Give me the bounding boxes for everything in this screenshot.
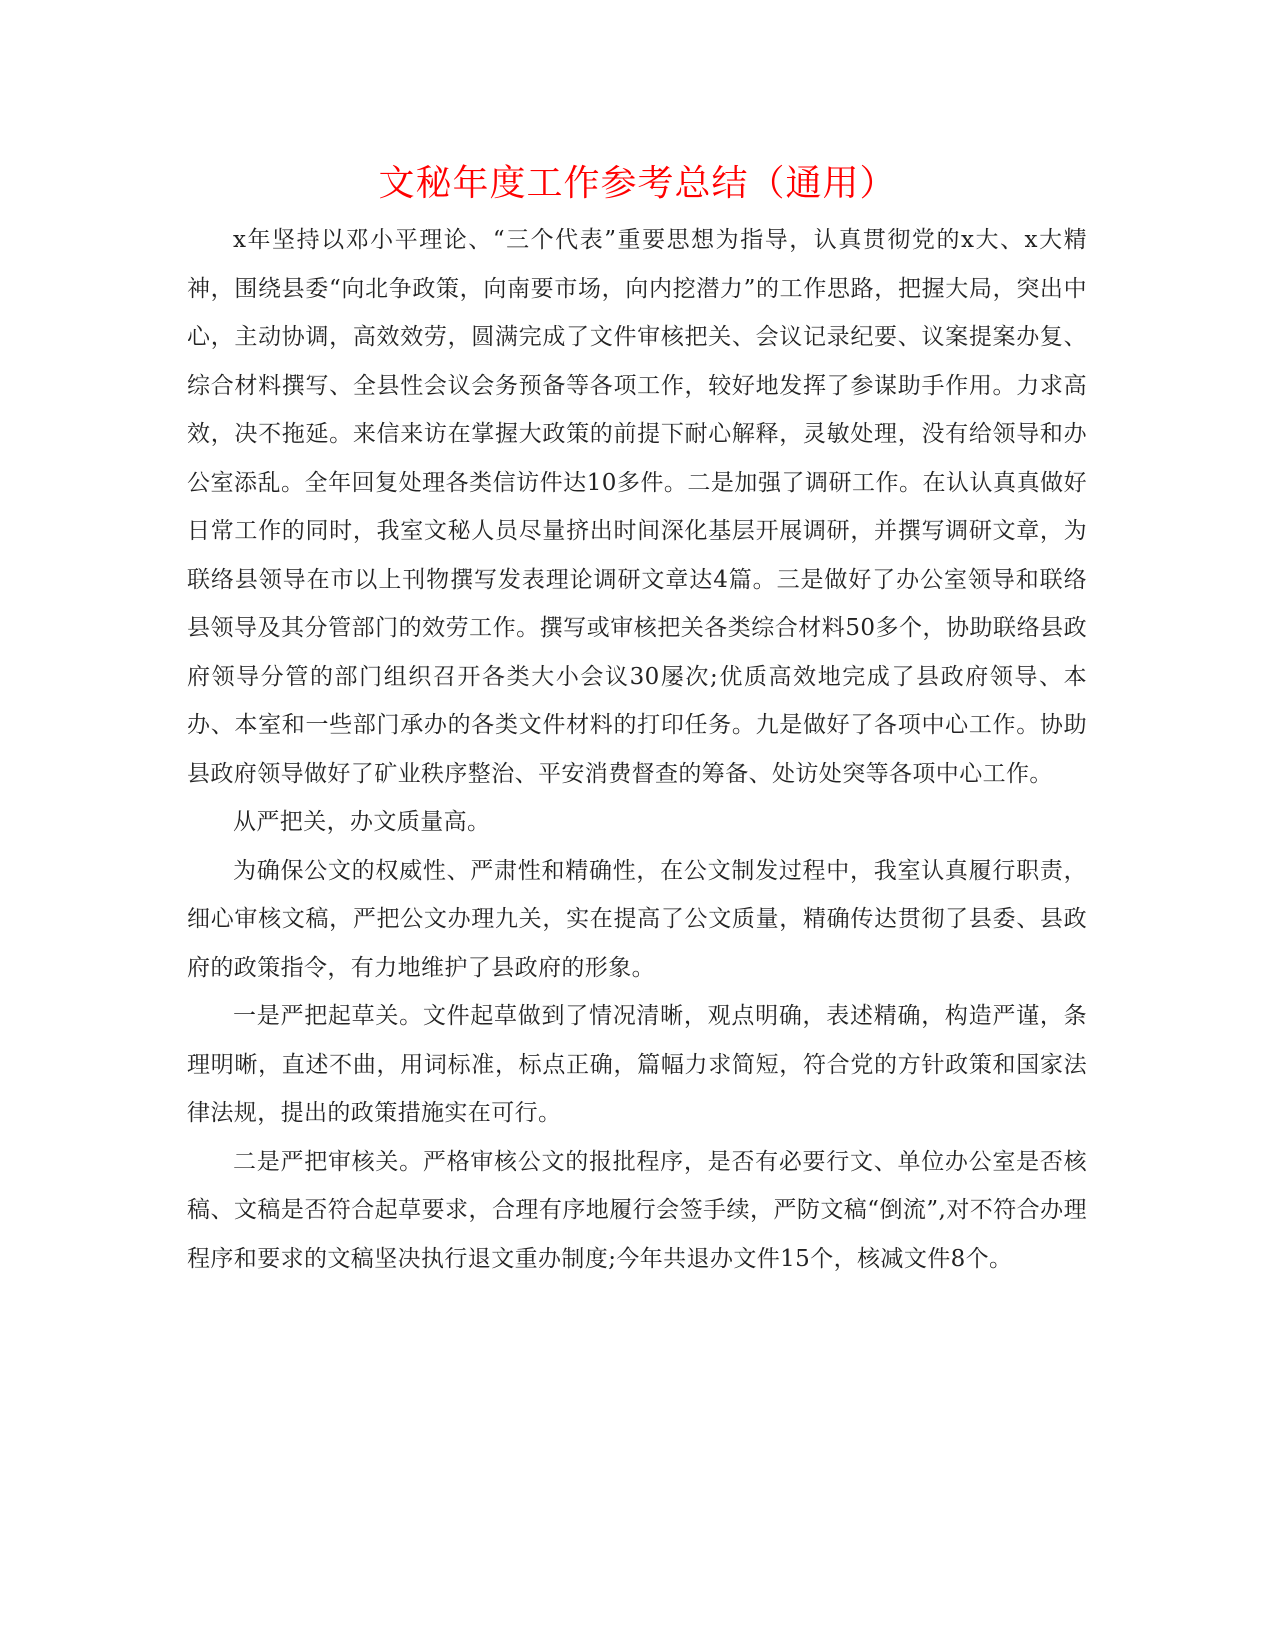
paragraph: 从严把关，办文质量高。 xyxy=(233,809,491,835)
paragraph: 为确保公文的权威性、严肃性和精确性，在公文制发过程中，我室认真履行职责，细心审核文稿，严把公文办理九关，实在提高了公文质量，精确传达贯彻了县委、县政府的政策指令，有力地维护了县政府的形象。 xyxy=(187,857,1087,981)
document-title: 文秘年度工作参考总结（通用） xyxy=(378,163,897,204)
paragraph: x年坚持以邓小平理论、“三个代表”重要思想为指导，认真贯彻党的x大、x大精神，围绕县委“向北争政策，向南要市场，向内挖潜力”的工作思路，把握大局，突出中心，主动协调，高效效劳，圆满完成了文件审核把关、会议记录纪要、议案提案办复、综合材料撰写、全县性会议会务预备等各项工作，较好地发挥了参谋助手作用。力求高效，决不拖延。来信来访在掌握大政策的前提下耐心解释，灵敏处理，没有给领导和办公室添乱。全年回复处理各类信访件达10多件。二是加强了调研工作。在认认真真做好日常工作的同时，我室文秘人员尽量挤出时间深化基层开展调研，并撰写调研文章，为联络县领导在市以上刊物撰写发表理论调研文章达4篇。三是做好了办公室领导和联络县领导及其分管部门的效劳工作。撰写或审核把关各类综合材料50多个，协助联络县政府领导分管的部门组织召开各类大小会议30屡次;优质高效地完成了县政府领导、本办、本室和一些部门承办的各类文件材料的打印任务。九是做好了各项中心工作。协助县政府领导做好了矿业秩序整治、平安消费督查的筹备、处访处突等各项中心工作。 xyxy=(187,227,1087,787)
paragraph: 二是严把审核关。严格审核公文的报批程序，是否有必要行文、单位办公室是否核稿、文稿是否符合起草要求，合理有序地履行会签手续，严防文稿“倒流”,对不符合办理程序和要求的文稿坚决执行退文重办制度;今年共退办文件15个，核减文件8个。 xyxy=(187,1148,1087,1272)
document-body xyxy=(187,216,1087,1283)
paragraph: 一是严把起草关。文件起草做到了情况清晰，观点明确，表述精确，构造严谨，条理明晰，直述不曲，用词标准，标点正确，篇幅力求简短，符合党的方针政策和国家法律法规，提出的政策措施实在可行。 xyxy=(187,1003,1087,1126)
